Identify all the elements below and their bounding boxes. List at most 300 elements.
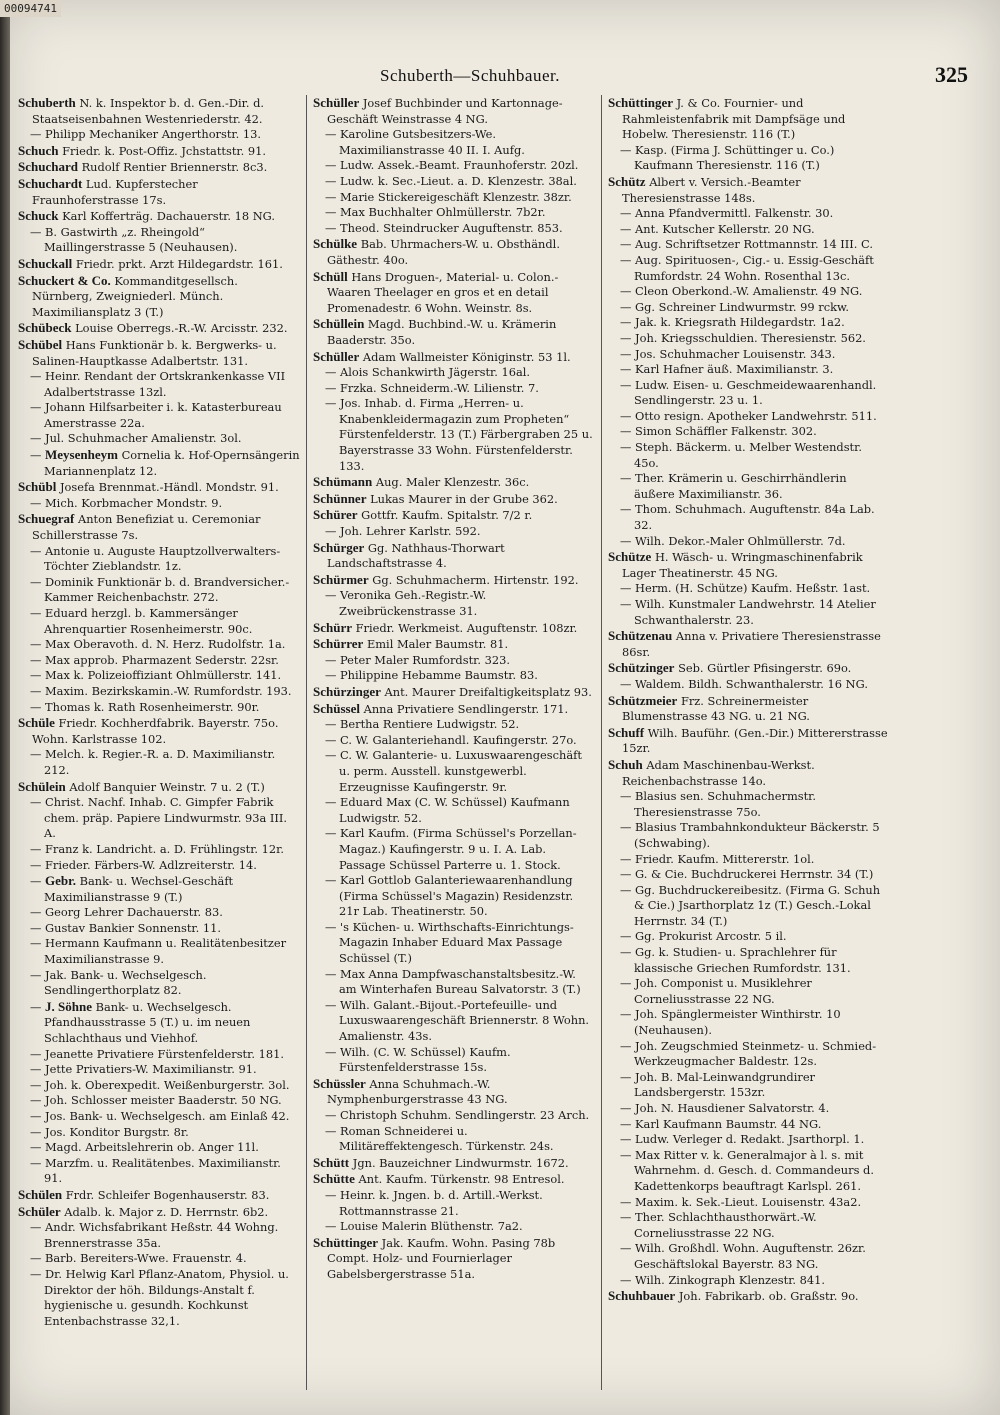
entry-surname: Schuchard [18, 159, 78, 175]
entry-text: Aug. Maler Klenzestr. 36c. [375, 475, 530, 490]
entry-text: Philippine Hebamme Baumstr. 83. [340, 668, 538, 683]
directory-entry [608, 502, 890, 533]
directory-entry [18, 225, 300, 256]
directory-entry [313, 349, 595, 366]
directory-entry [313, 491, 595, 508]
directory-entry [313, 588, 595, 619]
entry-text: Blasius sen. Schuhmachermstr. Theresienstrasse 75o. [634, 789, 816, 819]
entry-text: Georg Lehrer Dachauerstr. 83. [45, 905, 223, 920]
directory-entry [313, 316, 595, 348]
directory-entry [18, 337, 300, 369]
directory-entry [608, 1070, 890, 1101]
directory-entry [608, 174, 890, 206]
directory-entry [313, 1045, 595, 1076]
directory-entry [18, 1047, 300, 1063]
entry-surname: Schürrer [313, 636, 364, 652]
entry-surname: Schübl [18, 479, 57, 495]
entry-surname: Schürger [313, 539, 365, 555]
directory-entry [313, 920, 595, 967]
directory-entry [18, 606, 300, 637]
entry-surname: Schuff [608, 724, 645, 740]
entry-text: Jak. Bank- u. Wechselgesch. Sendlingerthorplatz 82. [44, 967, 207, 998]
entry-text: Joh. Spänglermeister Winthirstr. 10 (Neuhausen). [634, 1007, 841, 1038]
directory-entry [608, 253, 890, 284]
entry-text: Gg. Schuhmacherm. Hirtenstr. 192. [372, 572, 579, 587]
entry-text: Andr. Wichsfabrikant Heßstr. 44 Wohng. Brennerstrasse 35a. [44, 1220, 279, 1250]
entry-text: Joh. Componist u. Musiklehrer Corneliusstrasse 22 NG. [634, 976, 812, 1006]
directory-entry [18, 1204, 300, 1221]
entry-text: Philipp Mechaniker Angerthorstr. 13. [45, 127, 261, 142]
entry-text: Max Anna Dampfwaschanstaltsbesitz.-W. am Winterhafen Bureau Salvatorstr. 3 (T.) [339, 966, 581, 997]
entry-text: Barb. Bereiters-Wwe. Frauenstr. 4. [45, 1251, 247, 1266]
entry-text: 's Küchen- u. Wirthschafts-Einrichtungs-Magazin Inhaber Eduard Max Passage Schüssel (T.) [339, 919, 574, 966]
entry-text: Jak. k. Kriegsrath Hildegardstr. 1a2. [635, 315, 845, 330]
directory-entry [18, 1062, 300, 1078]
entry-text: Marie Stickereigeschäft Klenzestr. 38zr. [340, 189, 572, 204]
entry-text: Anna v. Privatiere Theresienstrasse 86sr. [622, 629, 881, 659]
entry-surname: Schuck [18, 208, 59, 224]
directory-entry [313, 1235, 595, 1283]
entry-text: Wilh. (C. W. Schüssel) Kaufm. Fürstenfelderstrasse 15s. [339, 1044, 511, 1075]
entry-text: Wilh. Dekor.-Maler Ohlmüllerstr. 7d. [635, 533, 846, 548]
entry-text: Seb. Gürtler Pfisingerstr. 69o. [678, 661, 852, 676]
entry-surname: Schürr [313, 619, 352, 635]
entry-text: Joh. N. Hausdiener Salvatorstr. 4. [635, 1101, 830, 1115]
entry-surname: Schuckert & Co. [18, 272, 111, 288]
directory-entry [313, 1076, 595, 1108]
entry-text: Gottfr. Kaufm. Spitalstr. 7/2 r. [361, 508, 533, 523]
directory-entry [608, 362, 890, 378]
directory-entry [608, 852, 890, 868]
directory-entry [608, 237, 890, 253]
directory-entry [608, 1101, 890, 1117]
directory-entry [313, 1108, 595, 1124]
directory-entry [18, 873, 300, 905]
entry-surname: Schürmer [313, 571, 369, 587]
entry-text: Ludw. Assek.-Beamt. Fraunhoferstr. 20zl. [340, 158, 579, 173]
entry-text: Joh. Kriegsschuldien. Theresienstr. 562. [635, 330, 866, 345]
directory-entry [313, 653, 595, 669]
entry-text: Steph. Bäckerm. u. Melber Westendstr. 45o. [634, 440, 862, 470]
entry-surname: Gebr. [45, 873, 76, 889]
directory-entry [608, 693, 890, 725]
directory-entry [18, 858, 300, 874]
entry-text: Cleon Oberkond.-W. Amalienstr. 49 NG. [635, 284, 863, 299]
page-title: Schuberth—Schuhbauer. [380, 66, 560, 85]
entry-text: Magd. Buchbind.-W. u. Krämerin Baaderstr. 35o. [327, 317, 557, 347]
directory-entry [608, 143, 890, 174]
entry-text: Karl Gottlob Galanteriewaarenhandlung (Firma Schüssel's Magazin) Residenzstr. 21r Lab. Theatinerstr. 50. [339, 873, 574, 919]
directory-entry [18, 842, 300, 858]
entry-text: Max Ritter v. k. Generalmajor à l. s. mit Wahrnehm. d. Gesch. d. Commandeurs d. Kadettenkorps beauftragt Karlspl. 261. [634, 1147, 874, 1193]
entry-surname: Schuch [18, 142, 59, 158]
directory-entry [18, 159, 300, 176]
entry-text: Louise Malerin Blüthenstr. 7a2. [340, 1219, 523, 1234]
directory-entry [608, 1241, 890, 1272]
entry-surname: Schübeck [18, 320, 72, 336]
entry-text: Frz. Schreinermeister Blumenstrasse 43 NG. u. 21 NG. [622, 693, 810, 724]
entry-text: Rudolf Rentier Briennerstr. 8c3. [81, 160, 268, 175]
entry-text: Karl Kaufmann Baumstr. 44 NG. [635, 1116, 822, 1131]
entry-text: Karl Kofferträg. Dachauerstr. 18 NG. [62, 209, 275, 224]
entry-text: Joh. B. Mal-Leinwandgrundirer Landsbergerstr. 153zr. [634, 1069, 816, 1100]
directory-entry [18, 1156, 300, 1187]
entry-text: Ludw. Verleger d. Redakt. Jsarthorpl. 1. [635, 1132, 865, 1147]
entry-text: Lukas Maurer in der Grube 362. [370, 491, 558, 506]
entry-text: Wilh. Großhdl. Wohn. Auguftenstr. 26zr. Geschäftslokal Bayerstr. 83 NG. [634, 1241, 866, 1271]
entry-surname: Schütte [313, 1171, 355, 1187]
directory-entry [608, 378, 890, 409]
directory-entry [608, 1148, 890, 1195]
entry-text: Peter Maler Rumfordstr. 323. [340, 652, 510, 667]
directory-entry [313, 127, 595, 158]
entry-text: Eduard herzgl. b. Kammersänger Ahrenquartier Rosenheimerstr. 90c. [44, 606, 253, 636]
directory-entry [18, 1251, 300, 1267]
entry-text: Wilh. Kunstmaler Landwehrstr. 14 Atelier Schwanthalerstr. 23. [634, 597, 876, 627]
directory-entry [313, 507, 595, 524]
entry-surname: Schüssler [313, 1075, 366, 1091]
entry-text: Karl Kaufm. (Firma Schüssel's Porzellan-Magaz.) Kaufingerstr. 9 u. I. A. Lab. Passage Schüssel Parterre u. 1. Stock. [339, 826, 577, 872]
column-3 [608, 95, 890, 1395]
entry-surname: Schütze [608, 549, 652, 565]
entry-text: Jette Privatiers-W. Maximilianstr. 91. [45, 1062, 257, 1077]
directory-entry [18, 999, 300, 1047]
entry-surname: Schüllein [313, 316, 365, 332]
entry-text: Alois Schankwirth Jägerstr. 16al. [340, 365, 531, 380]
entry-text: Ther. Krämerin u. Geschirrhändlerin äußere Maximilianstr. 36. [634, 471, 847, 501]
entry-text: Heinr. Rendant der Ortskrankenkasse VII Adalbertstrasse 13zl. [44, 369, 286, 399]
entry-text: Thomas k. Rath Rosenheimerstr. 90r. [45, 699, 260, 714]
directory-entry [313, 998, 595, 1045]
entry-text: Frieder. Färbers-W. Adlzreiterstr. 14. [45, 857, 257, 872]
entry-surname: Schünner [313, 490, 367, 506]
entry-text: Maxim. Bezirkskamin.-W. Rumfordstr. 193. [45, 683, 292, 698]
entry-text: Hans Droguen-, Material- u. Colon.-Waaren Theelager en gros et en detail Promenadestr. 6 Wohn. Weinstr. 8s. [327, 269, 559, 315]
entry-text: Adam Wallmeister Königinstr. 53 1l. [362, 349, 571, 364]
entry-text: Friedr. Werkmeist. Auguftenstr. 108zr. [355, 620, 578, 635]
entry-text: Adolf Banquier Weinstr. 7 u. 2 (T.) [69, 779, 265, 794]
directory-entry [313, 1155, 595, 1172]
directory-entry [608, 222, 890, 238]
directory-entry [18, 447, 300, 479]
entry-text: Jeanette Privatiere Fürstenfelderstr. 181. [45, 1046, 284, 1061]
directory-entry [18, 369, 300, 400]
directory-entry [608, 1273, 890, 1289]
directory-entry [18, 905, 300, 921]
entry-surname: Schüll [313, 268, 348, 284]
entry-text: Gg. Prokurist Arcostr. 5 il. [635, 929, 787, 944]
entry-text: Gg. Buchdruckereibesitz. (Firma G. Schuh & Cie.) Jsarthorplatz 1z (T.) Gesch.-Lokal Herrnstr. 34 (T.) [634, 882, 881, 928]
entry-text: Wilh. Zinkograph Klenzestr. 841. [635, 1272, 826, 1287]
directory-entry [313, 95, 595, 127]
entry-text: Antonie u. Auguste Hauptzollverwalters-Töchter Zieblandstr. 1z. [44, 543, 281, 574]
entry-surname: Schüttinger [313, 1234, 378, 1250]
directory-entry [608, 1288, 890, 1305]
entry-text: Gg. Nathhaus-Thorwart Landschaftstrasse 4. [327, 540, 505, 571]
directory-entry [18, 1187, 300, 1204]
directory-entry [313, 221, 595, 237]
entry-text: Anna Privatiere Sendlingerstr. 171. [363, 701, 569, 716]
entry-text: Anna Pfandvermittl. Falkenstr. 30. [635, 206, 834, 221]
entry-surname: Schützinger [608, 660, 675, 676]
entry-text: Jgn. Bauzeichner Lindwurmstr. 1672. [352, 1155, 569, 1170]
entry-text: Dominik Funktionär b. d. Brandversicher.-Kammer Reichenbachstr. 272. [44, 574, 290, 605]
scan-id: 00094741 [0, 0, 61, 17]
entry-text: Kasp. (Firma J. Schüttinger u. Co.) Kaufmann Theresienstr. 116 (T.) [634, 142, 835, 173]
directory-entry [608, 424, 890, 440]
directory-entry [313, 205, 595, 221]
entry-surname: Schüller [313, 348, 360, 364]
directory-entry [18, 479, 300, 496]
entry-text: Waldem. Bildh. Schwanthalerstr. 16 NG. [635, 676, 868, 691]
entry-text: Heinr. k. Jngen. b. d. Artill.-Werkst. Rottmannstrasse 21. [339, 1187, 543, 1218]
entry-text: Ludw. k. Sec.-Lieut. a. D. Klenzestr. 38al. [340, 173, 577, 188]
entry-text: Bab. Uhrmachers-W. u. Obsthändl. Gäthestr. 40o. [327, 237, 560, 267]
directory-entry [608, 1195, 890, 1211]
entry-text: Joh. Zeugschmied Steinmetz- u. Schmied-Werkzeugmacher Baldestr. 12s. [634, 1038, 877, 1069]
directory-entry [313, 748, 595, 795]
entry-text: Emil Maler Baumstr. 81. [366, 637, 509, 652]
directory-entry [313, 381, 595, 397]
entry-text: Aug. Schriftsetzer Rottmannstr. 14 III. C. [635, 237, 873, 252]
directory-entry [608, 945, 890, 976]
directory-entry [18, 968, 300, 999]
entry-text: Josefa Brennmat.-Händl. Mondstr. 91. [59, 480, 279, 495]
entry-text: Max Buchhalter Ohlmüllerstr. 7b2r. [340, 205, 546, 220]
entry-text: H. Wäsch- u. Wringmaschinenfabrik Lager Theatinerstr. 45 NG. [622, 550, 863, 580]
entry-surname: Schützenau [608, 628, 673, 644]
directory-entry [608, 534, 890, 550]
scan-edge [0, 0, 10, 1415]
directory-entry [18, 747, 300, 778]
entry-surname: Schülen [18, 1186, 63, 1202]
directory-entry [18, 208, 300, 225]
entry-surname: Schuckall [18, 255, 73, 271]
entry-text: Karoline Gutsbesitzers-We. Maximilianstrasse 40 II. I. Aufg. [339, 127, 525, 157]
entry-surname: Schütz [608, 173, 646, 189]
directory-entry [608, 597, 890, 628]
entry-text: Kommanditgesellsch. Nürnberg, Zweigniederl. Münch. Maximiliansplatz 3 (T.) [32, 273, 238, 319]
entry-surname: Schuchardt [18, 175, 83, 191]
entry-text: Christ. Nachf. Inhab. C. Gimpfer Fabrik chem. präp. Papiere Lindwurmstr. 93a III. A. [44, 795, 288, 841]
entry-text: Veronika Geh.-Registr.-W. Zweibrückenstrasse 31. [339, 588, 487, 618]
entry-surname: Schürer [313, 507, 358, 523]
entry-text: Ant. Kutscher Kellerstr. 20 NG. [635, 221, 815, 236]
entry-text: Max Oberavoth. d. N. Herz. Rudolfstr. 1a. [45, 637, 286, 652]
directory-entry [313, 668, 595, 684]
column-2 [313, 95, 595, 1395]
directory-entry [313, 474, 595, 491]
entry-text: Anna Schuhmach.-W. Nymphenburgerstrasse 43 NG. [327, 1076, 508, 1107]
directory-entry [313, 174, 595, 190]
directory-entry [18, 1125, 300, 1141]
directory-entry [18, 176, 300, 208]
entry-text: Friedr. Kochherdfabrik. Bayerstr. 75o. Wohn. Karlstrasse 102. [32, 716, 279, 746]
entry-text: B. Gastwirth „z. Rheingold“ Maillingerstrasse 5 (Neuhausen). [44, 224, 238, 255]
entry-text: Otto resign. Apotheker Landwehrstr. 511. [635, 408, 877, 423]
entry-surname: Schuh [608, 756, 643, 772]
entry-text: Friedr. prkt. Arzt Hildegardstr. 161. [75, 256, 283, 271]
directory-entry [313, 158, 595, 174]
entry-surname: Schürzinger [313, 683, 381, 699]
entry-surname: Schübel [18, 336, 63, 352]
column-divider [601, 95, 602, 1390]
directory-entry [18, 143, 300, 160]
directory-entry [608, 757, 890, 789]
directory-entry [608, 1210, 890, 1241]
entry-text: Frdr. Schleifer Bogenhauserstr. 83. [65, 1187, 270, 1202]
entry-text: Joh. Lehrer Karlstr. 592. [340, 524, 481, 539]
directory-entry [608, 315, 890, 331]
directory-entry [608, 929, 890, 945]
directory-entry [608, 206, 890, 222]
directory-entry [313, 636, 595, 653]
entry-text: Frzka. Schneiderm.-W. Lilienstr. 7. [340, 380, 539, 395]
entry-text: Ludw. Eisen- u. Geschmeidewaarenhandl. Sendlingerstr. 23 u. 1. [634, 377, 877, 408]
entry-text: Ant. Kaufm. Türkenstr. 98 Entresol. [358, 1172, 565, 1187]
entry-text: Marzfm. u. Realitätenbes. Maximilianstr. 91. [44, 1155, 281, 1186]
entry-surname: Schuhbauer [608, 1288, 676, 1304]
entry-text: Hans Funktionär b. k. Bergwerks- u. Salinen-Hauptkasse Adalbertstr. 131. [32, 337, 277, 368]
entry-text: Johann Hilfsarbeiter i. k. Katasterbureau Amerstrasse 22a. [44, 400, 282, 430]
entry-text: Thom. Schuhmach. Auguftenstr. 84a Lab. 32. [634, 502, 875, 533]
entry-text: Friedr. k. Post-Offiz. Jchstattstr. 91. [62, 143, 266, 158]
entry-text: Eduard Max (C. W. Schüssel) Kaufmann Ludwigstr. 52. [339, 795, 570, 825]
entry-text: Christoph Schuhm. Sendlingerstr. 23 Arch. [340, 1108, 590, 1122]
entry-surname: Schuberth [18, 95, 76, 110]
directory-entry [18, 496, 300, 512]
directory-entry [608, 976, 890, 1007]
entry-surname: Schüle [18, 715, 55, 731]
directory-entry [18, 921, 300, 937]
directory-entry [608, 409, 890, 425]
entry-text: Jos. Inhab. d. Firma „Herren- u. Knabenkleidermagazin zum Propheten“ Fürstenfelderstr. 13 (T.) Färbergraben 25 u. Bayerstrasse 33 Wohn. Fürstenfelderstr. 133. [339, 396, 593, 473]
directory-entry [18, 431, 300, 447]
entry-text: Max k. Polizeioffiziant Ohlmüllerstr. 141. [45, 668, 282, 683]
directory-entry [313, 1124, 595, 1155]
directory-entry [608, 440, 890, 471]
entry-text: Herm. (H. Schütze) Kaufm. Heßstr. 1ast. [635, 581, 871, 596]
entry-surname: Schützmeier [608, 692, 678, 708]
entry-text: Joh. Schlosser meister Baaderstr. 50 NG. [45, 1093, 282, 1108]
directory-entry [608, 660, 890, 677]
directory-entry [18, 668, 300, 684]
directory-entry [18, 1220, 300, 1251]
directory-entry [313, 572, 595, 589]
directory-entry [18, 700, 300, 716]
directory-entry [18, 95, 300, 127]
entry-text: Jos. Bank- u. Wechselgesch. am Einlaß 42. [45, 1109, 290, 1123]
entry-text: Cornelia k. Hof-Opernsängerin Mariannenplatz 12. [44, 448, 300, 478]
column-divider [306, 95, 307, 1390]
directory-entry [18, 1093, 300, 1109]
entry-text: Adam Maschinenbau-Werkst. Reichenbachstrasse 14o. [622, 757, 815, 788]
entry-text: Simon Schäffler Falkenstr. 302. [635, 424, 817, 439]
entry-surname: Schüssel [313, 700, 360, 716]
entry-surname: Schütt [313, 1154, 350, 1170]
entry-surname: Meysenheym [45, 447, 118, 463]
directory-entry [18, 779, 300, 796]
entry-text: Lud. Kupferstecher Fraunhoferstrasse 17s. [32, 176, 198, 207]
directory-entry [313, 396, 595, 474]
directory-entry [18, 320, 300, 337]
directory-entry [313, 269, 595, 317]
entry-text: Bertha Rentiere Ludwigstr. 52. [340, 717, 520, 732]
entry-text: Roman Schneiderei u. Militäreffektengesch. Türkenstr. 24s. [339, 1123, 554, 1154]
directory-entry [18, 936, 300, 967]
directory-entry [608, 628, 890, 660]
entry-surname: Schuegraf [18, 511, 75, 527]
directory-entry [608, 867, 890, 883]
directory-entry [18, 1140, 300, 1156]
directory-entry [608, 1039, 890, 1070]
directory-entry [18, 575, 300, 606]
directory-entry [18, 127, 300, 143]
directory-entry [18, 400, 300, 431]
entry-text: Blasius Trambahnkondukteur Bäckerstr. 5 (Schwabing). [634, 820, 880, 850]
entry-text: C. W. Galanterie- u. Luxuswaarengeschäft u. perm. Ausstell. kunstgewerbl. Erzeugnisse Kaufingerstr. 9r. [339, 748, 582, 794]
directory-entry [608, 300, 890, 316]
directory-entry [313, 620, 595, 637]
entry-text: Theod. Steindrucker Auguftenstr. 853. [340, 220, 563, 235]
directory-entry [18, 273, 300, 321]
entry-text: Ther. Schlachthausthorwärt.-W. Corneliusstrasse 22 NG. [634, 1210, 817, 1240]
directory-entry [313, 717, 595, 733]
entry-text: Max approb. Pharmazent Sederstr. 22sr. [45, 652, 279, 667]
entry-text: J. & Co. Fournier- und Rahmleistenfabrik mit Dampfsäge und Hobelw. Theresienstr. 116 (T.) [622, 96, 846, 142]
directory-entry [608, 1132, 890, 1148]
directory-entry [313, 701, 595, 718]
directory-entry [608, 883, 890, 930]
directory-entry [18, 1267, 300, 1329]
entry-text: Josef Buchbinder und Kartonnage-Geschäft Weinstrasse 4 NG. [327, 96, 563, 126]
directory-entry [313, 1188, 595, 1219]
directory-entry [313, 733, 595, 749]
entry-text: Aug. Spirituosen-, Cig.- u. Essig-Geschäft Rumfordstr. 24 Wohn. Rosenthal 13c. [634, 252, 874, 283]
entry-text: Magd. Arbeitslehrerin ob. Anger 11l. [45, 1140, 259, 1155]
entry-text: N. k. Inspektor b. d. Gen.-Dir. d. Staatseisenbahnen Westenriederstr. 42. [32, 96, 264, 126]
entry-surname: Schüttinger [608, 95, 673, 110]
entry-surname: Schüler [18, 1203, 61, 1219]
directory-entry [313, 524, 595, 540]
directory-entry [608, 1007, 890, 1038]
directory-entry [608, 331, 890, 347]
directory-entry [313, 236, 595, 268]
directory-entry [608, 581, 890, 597]
entry-text: Melch. k. Regier.-R. a. D. Maximilianstr. 212. [44, 747, 276, 777]
entry-text: Jos. Konditor Burgstr. 8r. [45, 1124, 189, 1139]
directory-entry [608, 95, 890, 143]
entry-surname: J. Söhne [45, 998, 92, 1014]
page-number: 325 [935, 62, 968, 87]
entry-text: Joh. k. Oberexpedit. Weißenburgerstr. 3ol. [45, 1077, 290, 1092]
entry-text: Louise Oberregs.-R.-W. Arcisstr. 232. [75, 321, 288, 336]
entry-text: G. & Cie. Buchdruckerei Herrnstr. 34 (T.) [635, 867, 874, 882]
directory-entry [18, 653, 300, 669]
directory-entry [608, 284, 890, 300]
directory-entry [313, 684, 595, 701]
directory-entry [18, 544, 300, 575]
entry-text: Jos. Schuhmacher Louisenstr. 343. [635, 346, 836, 361]
entry-text: Dr. Helwig Karl Pflanz-Anatom, Physiol. u. Direktor der höh. Bildungs-Anstalt f. hygienische u. gesundh. Kochkunst Entenbachstrasse 32,1. [44, 1266, 289, 1328]
directory-entry [313, 190, 595, 206]
directory-entry [313, 967, 595, 998]
entry-text: Gg. Schreiner Lindwurmstr. 99 rckw. [635, 299, 850, 314]
entry-text: Bank- u. Wechselgesch. Pfandhausstrasse 5 (T.) u. im neuen Schlachthaus und Viehhof. [44, 999, 251, 1046]
entry-text: Wilh. Galant.-Bijout.-Portefeuille- und Luxuswaarengeschäft Briennerstr. 8 Wohn. Amalienstr. 43s. [339, 997, 590, 1044]
directory-entry [608, 549, 890, 581]
entry-text: Jul. Schuhmacher Amalienstr. 3ol. [45, 431, 242, 446]
